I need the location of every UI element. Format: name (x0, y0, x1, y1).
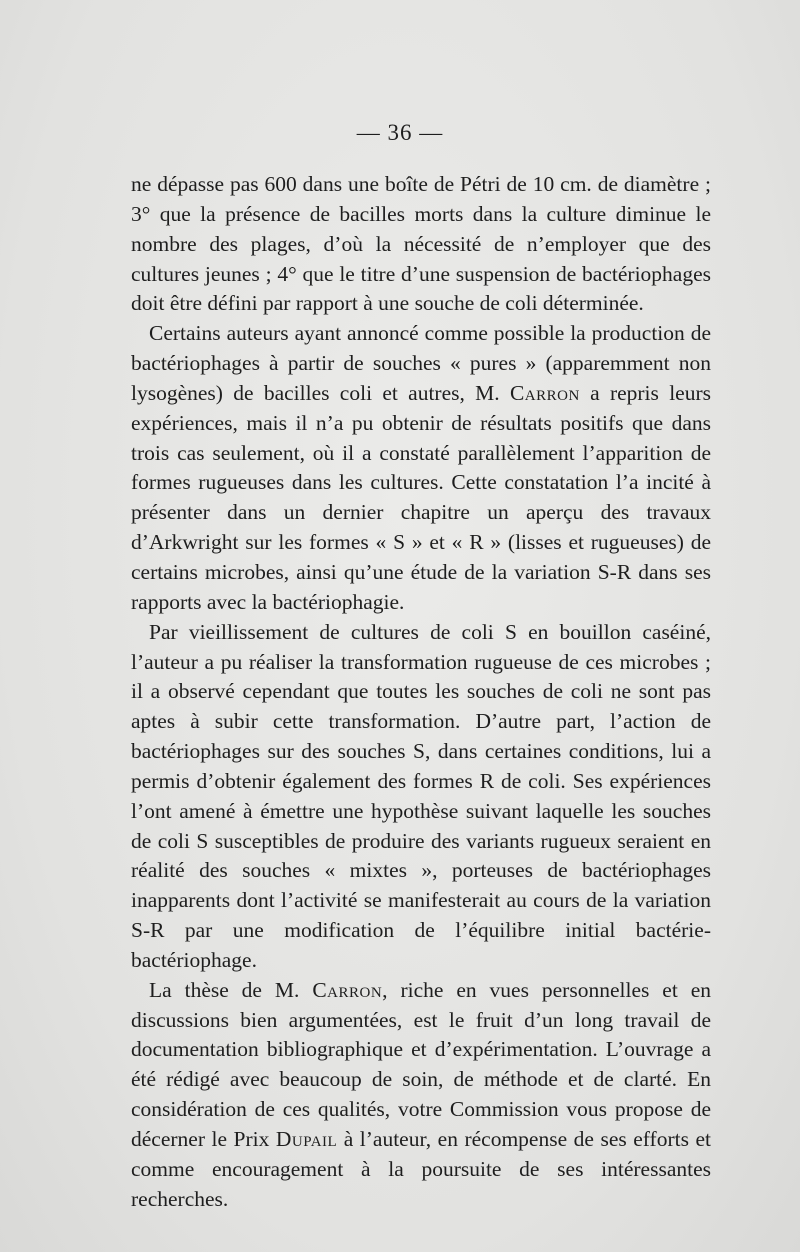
paragraph-2 (131, 319, 711, 617)
page-number: — 36 — (356, 120, 444, 145)
paragraph-2-text-b: a repris leurs expériences, mais il n’a pu obtenir de résultats positifs que dans trois cas seulement, où il a constaté parallèlement l’apparition de formes rugueuses dans les cultures. Cette constatation l’a incité à présenter dans un dernier chapitre un aperçu des travaux d’Arkwright sur les formes « S » et « R » (lisses et rugueuses) de certains microbes, ainsi qu’une étude de la variation S-R dans ses rapports avec la bactériophagie. (131, 380, 711, 614)
author-name: Carron (312, 977, 383, 1002)
paragraph-2-text-a: Certains auteurs ayant annoncé comme possible la production de bactériophages à partir de souches « pures » (apparemment non lysogènes) de bacilles coli et autres, M. (131, 321, 711, 405)
paragraph-4-text-c: à l’auteur, en récompense de ses efforts et comme encouragement à la poursuite de ses intéressantes recherches. (131, 1127, 711, 1211)
paragraph-3: Par vieillissement de cultures de coli S en bouillon caséiné, l’auteur a pu réaliser la transformation rugueuse de ces microbes ; il a observé cependant que toutes les souches de coli ne sont pas aptes à subir cette transformation. D’autre part, l’action de bactériophages sur des souches S, dans certaines conditions, lui a permis d’obtenir également des formes R de coli. Ses expériences l’ont amené à émettre une hypothèse suivant laquelle les souches de coli S susceptibles de produire des variants rugueux seraient en réalité des souches « mixtes », porteuses de bactériophages inapparents dont l’activité se manifesterait au cours de la variation S-R par une modification de l’équilibre initial bactérie-bactériophage. (131, 619, 711, 972)
paragraph-1: ne dépasse pas 600 dans une boîte de Pétri de 10 cm. de diamètre ; 3° que la présence de bacilles morts dans la culture diminue le nombre des plages, d’où la nécessité de n’employer que des cultures jeunes ; 4° que le titre d’une suspension de bactériophages doit être défini par rapport à une souche de coli déterminée. (131, 172, 711, 316)
prize-name: Dupail (275, 1127, 338, 1151)
paragraph-4-text-b: , riche en vues personnelles et en discussions bien argumentées, est le fruit d’un long travail de documentation bibliographique et d’expérimentation. L’ouvrage a été rédigé avec beaucoup de soin, de méthode et de clarté. En considération de ces qualités, votre Commission vous propose de décerner le Prix (131, 977, 711, 1151)
paragraph-4 (131, 976, 711, 1215)
author-name: Carron (509, 380, 580, 405)
body-text (131, 170, 711, 1215)
paragraph-4-text-a: La thèse de M. (149, 977, 313, 1002)
